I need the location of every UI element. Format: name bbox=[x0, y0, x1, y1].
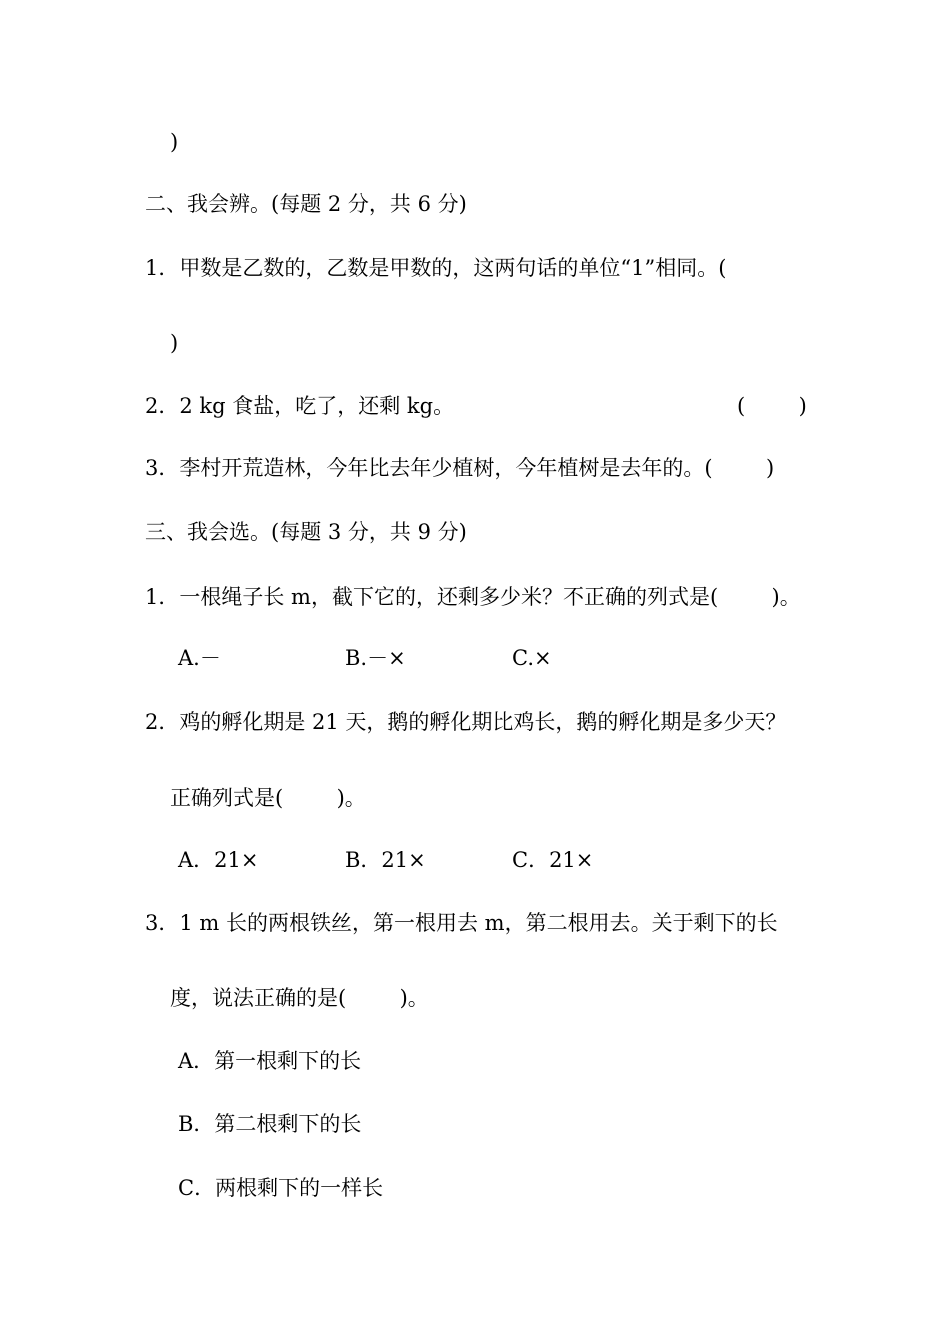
section-2-q2-text: 2．2 kg 食盐，吃了，还剩 kg。 bbox=[145, 394, 455, 418]
section-3-q1-option-b: B.－× bbox=[345, 646, 406, 670]
section-3-q2-option-c: C．21× bbox=[512, 848, 594, 872]
section-3-q2-option-a: A．21× bbox=[178, 848, 259, 872]
section-2-q1-line1: 1．甲数是乙数的，乙数是甲数的，这两句话的单位“1”相同。( bbox=[145, 256, 727, 280]
section-2-q1-line2: ) bbox=[170, 331, 179, 355]
section-3-q2-line2: 正确列式是( )。 bbox=[170, 786, 366, 810]
section-2-q2-answer-paren: ( ) bbox=[737, 394, 807, 418]
section-3-q2-line1: 2．鸡的孵化期是 21 天，鹅的孵化期比鸡长，鹅的孵化期是多少天？ bbox=[145, 710, 787, 734]
section-3-q3-line2: 度，说法正确的是( )。 bbox=[170, 986, 429, 1010]
section-3-q2-option-b: B．21× bbox=[345, 848, 426, 872]
section-3-q3-option-c: C．两根剩下的一样长 bbox=[178, 1176, 384, 1200]
section-2-heading: 二、我会辨。(每题 2 分，共 6 分) bbox=[145, 192, 467, 216]
section-3-q1-option-a: A.－ bbox=[178, 646, 221, 670]
section-3-q3-option-b: B．第二根剩下的长 bbox=[178, 1112, 362, 1136]
section-3-q1-option-c: C.× bbox=[512, 646, 552, 670]
section-3-heading: 三、我会选。(每题 3 分，共 9 分) bbox=[145, 520, 467, 544]
section-3-q3-option-a: A．第一根剩下的长 bbox=[178, 1049, 362, 1073]
section-3-q3-line1: 3．1 m 长的两根铁丝，第一根用去 m，第二根用去。关于剩下的长 bbox=[145, 911, 778, 935]
section-2-q3-text: 3．李村开荒造林，今年比去年少植树，今年植树是去年的。( ) bbox=[145, 456, 775, 480]
continuation-close-paren: ) bbox=[170, 130, 179, 154]
section-3-q1-text: 1．一根绳子长 m，截下它的，还剩多少米？不正确的列式是( )。 bbox=[145, 585, 801, 609]
